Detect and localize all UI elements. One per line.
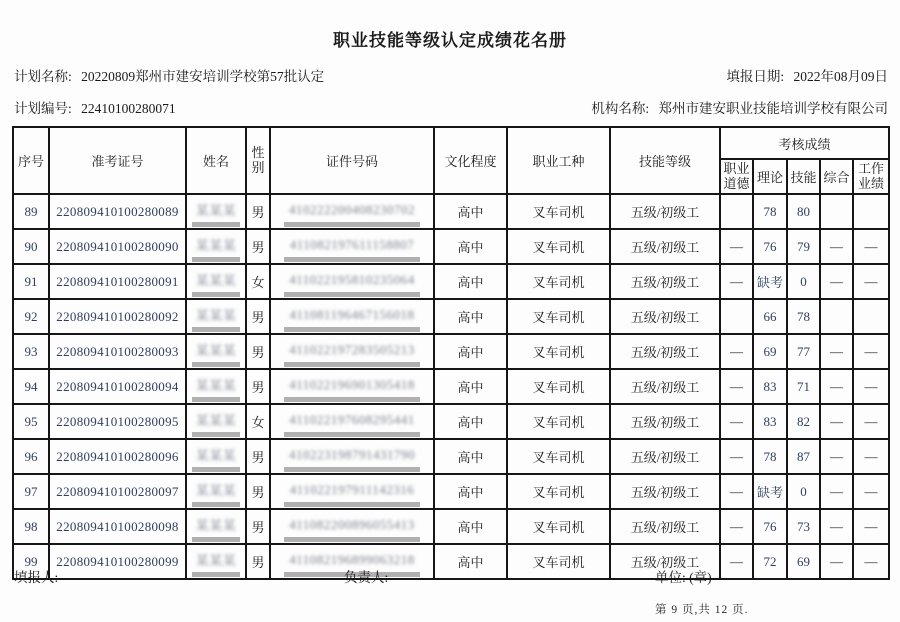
cell-level: 五级/初级工: [610, 369, 720, 404]
cell-ticket: 220809410100280097: [49, 474, 186, 509]
cell-score-ethics: —: [720, 229, 753, 264]
cell-name-redacted-text: 某某某: [195, 308, 237, 323]
cell-name: [186, 264, 246, 299]
plan-code-field: [14, 97, 176, 117]
cell-name-redacted-text: 某某某: [195, 343, 237, 358]
cell-ticket: 220809410100280092: [49, 299, 186, 334]
redaction-bar: [284, 397, 420, 402]
cell-name-redacted-text: 某某某: [195, 378, 237, 393]
cell-score-skill: 87: [787, 439, 820, 474]
cell-name: [186, 299, 246, 334]
cell-ticket: 220809410100280096: [49, 439, 186, 474]
cell-education: 高中: [434, 299, 507, 334]
cell-occupation: 叉车司机: [507, 229, 610, 264]
manager-label: 负责人:: [344, 570, 389, 585]
cell-id-redacted-text: 411022197283505213: [289, 341, 415, 357]
cell-name: [186, 439, 246, 474]
table-row: [13, 509, 889, 544]
cell-score-ethics: [720, 299, 753, 334]
cell-score-skill: 69: [787, 544, 820, 579]
cell-education: 高中: [434, 474, 507, 509]
cell-id-redacted-text: 411022197608295441: [289, 411, 415, 427]
redaction-bar: [192, 327, 241, 332]
redaction-bar: [284, 292, 420, 297]
redaction-bar: [192, 502, 241, 507]
table-row: [13, 299, 889, 334]
cell-id-redacted-text: 411082197611158807: [289, 236, 415, 252]
cell-level: 五级/初级工: [610, 194, 720, 229]
col-header-score-group: 考核成绩: [720, 127, 889, 159]
cell-score-work: —: [853, 404, 889, 439]
cell-level: 五级/初级工: [610, 299, 720, 334]
cell-name: [186, 369, 246, 404]
table-row: [13, 404, 889, 439]
plan-name-field: [14, 65, 324, 85]
redaction-bar: [192, 222, 241, 227]
cell-no: 99: [13, 544, 49, 579]
cell-id-redacted-text: 411022195810235064: [289, 271, 415, 287]
cell-level: 五级/初级工: [610, 229, 720, 264]
org-name-label: 机构名称:: [591, 101, 650, 116]
cell-score-theory: 78: [753, 194, 787, 229]
cell-ticket: 220809410100280095: [49, 404, 186, 439]
cell-score-comprehensive: —: [820, 474, 853, 509]
cell-level: 五级/初级工: [610, 264, 720, 299]
cell-occupation: 叉车司机: [507, 404, 610, 439]
col-header-name: 姓名: [186, 127, 246, 194]
report-date-field: [726, 65, 888, 85]
cell-score-comprehensive: —: [820, 369, 853, 404]
cell-score-work: [853, 299, 889, 334]
plan-code-label: 计划编号:: [14, 101, 72, 116]
redaction-bar: [284, 222, 420, 227]
cell-education: 高中: [434, 194, 507, 229]
redaction-bar: [284, 467, 420, 472]
cell-ticket: 220809410100280090: [49, 229, 186, 264]
cell-gender: 男: [246, 509, 270, 544]
cell-name-redacted-text: 某某某: [195, 483, 237, 498]
cell-level: 五级/初级工: [610, 474, 720, 509]
cell-score-work: —: [853, 369, 889, 404]
redaction-bar: [284, 327, 420, 332]
cell-gender: 男: [246, 299, 270, 334]
redaction-bar: [192, 397, 241, 402]
cell-occupation: 叉车司机: [507, 544, 610, 579]
org-name-value: 郑州市建安职业技能培训学校有限公司: [658, 101, 888, 116]
cell-score-ethics: —: [720, 264, 753, 299]
cell-id: [270, 299, 434, 334]
cell-score-ethics: —: [720, 544, 753, 579]
cell-id: [270, 194, 434, 229]
col-header-gender: 性别: [246, 127, 270, 194]
cell-education: 高中: [434, 334, 507, 369]
cell-score-skill: 77: [787, 334, 820, 369]
cell-name-redacted-text: 某某某: [195, 413, 237, 428]
cell-score-skill: 80: [787, 194, 820, 229]
cell-id: [270, 264, 434, 299]
cell-score-ethics: —: [720, 369, 753, 404]
cell-name-redacted-text: 某某某: [195, 448, 237, 463]
cell-score-comprehensive: —: [820, 544, 853, 579]
cell-id-redacted-text: 410222200408230702: [289, 201, 415, 217]
cell-score-theory: 83: [753, 369, 787, 404]
redaction-bar: [192, 292, 241, 297]
col-header-work: 工作业绩: [853, 159, 889, 194]
cell-name: [186, 194, 246, 229]
col-header-level: 技能等级: [610, 127, 720, 194]
header-row-main: [13, 127, 889, 159]
cell-no: 90: [13, 229, 49, 264]
col-header-occupation: 职业工种: [507, 127, 610, 194]
cell-no: 95: [13, 404, 49, 439]
results-tbody: [13, 194, 889, 579]
cell-score-comprehensive: —: [820, 509, 853, 544]
report-date-value: 2022年08月09日: [793, 69, 888, 84]
col-header-comprehensive: 综合: [820, 159, 853, 194]
cell-score-work: [853, 194, 889, 229]
table-row: [13, 474, 889, 509]
cell-score-skill: 73: [787, 509, 820, 544]
cell-education: 高中: [434, 229, 507, 264]
cell-score-theory: 76: [753, 229, 787, 264]
cell-occupation: 叉车司机: [507, 369, 610, 404]
cell-ticket: 220809410100280093: [49, 334, 186, 369]
cell-occupation: 叉车司机: [507, 439, 610, 474]
redaction-bar: [284, 432, 420, 437]
cell-no: 96: [13, 439, 49, 474]
cell-level: 五级/初级工: [610, 404, 720, 439]
col-header-education: 文化程度: [434, 127, 507, 194]
cell-score-work: —: [853, 439, 889, 474]
cell-ticket: 220809410100280098: [49, 509, 186, 544]
cell-score-ethics: —: [720, 334, 753, 369]
cell-gender: 男: [246, 229, 270, 264]
plan-name-value: 20220809郑州市建安培训学校第57批认定: [81, 69, 325, 84]
redaction-bar: [284, 502, 420, 507]
table-row: [13, 334, 889, 369]
redaction-bar: [192, 537, 241, 542]
page-title: 职业技能等级认定成绩花名册: [333, 31, 567, 50]
cell-name: [186, 404, 246, 439]
cell-score-comprehensive: [820, 194, 853, 229]
cell-score-skill: 82: [787, 404, 820, 439]
cell-no: 98: [13, 509, 49, 544]
cell-score-theory: 76: [753, 509, 787, 544]
cell-score-comprehensive: —: [820, 334, 853, 369]
cell-id: [270, 509, 434, 544]
redaction-bar: [192, 467, 241, 472]
cell-name: [186, 509, 246, 544]
cell-ticket: 220809410100280094: [49, 369, 186, 404]
cell-education: 高中: [434, 544, 507, 579]
redaction-bar: [284, 537, 420, 542]
cell-ticket: 220809410100280099: [49, 544, 186, 579]
cell-id-redacted-text: 410223198791431790: [289, 446, 415, 462]
cell-score-theory: 83: [753, 404, 787, 439]
cell-level: 五级/初级工: [610, 544, 720, 579]
table-row: [13, 229, 889, 264]
cell-score-ethics: [720, 194, 753, 229]
cell-occupation: 叉车司机: [507, 264, 610, 299]
cell-name: [186, 229, 246, 264]
cell-id-redacted-text: 411081196467156018: [289, 306, 415, 322]
cell-no: 92: [13, 299, 49, 334]
cell-score-skill: 78: [787, 299, 820, 334]
cell-occupation: 叉车司机: [507, 194, 610, 229]
col-header-id: 证件号码: [270, 127, 434, 194]
cell-score-skill: 71: [787, 369, 820, 404]
table-header: [13, 127, 889, 194]
cell-no: 91: [13, 264, 49, 299]
cell-level: 五级/初级工: [610, 439, 720, 474]
cell-level: 五级/初级工: [610, 334, 720, 369]
cell-score-comprehensive: —: [820, 229, 853, 264]
cell-occupation: 叉车司机: [507, 474, 610, 509]
cell-id-redacted-text: 411082196899063218: [289, 551, 415, 567]
cell-score-comprehensive: —: [820, 404, 853, 439]
cell-gender: 男: [246, 334, 270, 369]
cell-id: [270, 229, 434, 264]
col-header-theory: 理论: [753, 159, 787, 194]
cell-score-ethics: —: [720, 474, 753, 509]
cell-occupation: 叉车司机: [507, 299, 610, 334]
org-name-field: [591, 97, 888, 117]
cell-score-work: —: [853, 264, 889, 299]
cell-score-skill: 0: [787, 474, 820, 509]
cell-no: 94: [13, 369, 49, 404]
report-date-label: 填报日期:: [726, 69, 785, 84]
table-row: [13, 369, 889, 404]
table-row: [13, 439, 889, 474]
cell-occupation: 叉车司机: [507, 334, 610, 369]
cell-score-theory: 缺考: [753, 474, 787, 509]
cell-id-redacted-text: 411022196901305418: [289, 376, 415, 392]
redaction-bar: [192, 432, 241, 437]
col-header-ticket: 准考证号: [49, 127, 186, 194]
col-header-no: 序号: [13, 127, 49, 194]
cell-score-comprehensive: —: [820, 264, 853, 299]
cell-gender: 男: [246, 439, 270, 474]
cell-name-redacted-text: 某某某: [195, 273, 237, 288]
cell-score-work: —: [853, 229, 889, 264]
cell-occupation: 叉车司机: [507, 509, 610, 544]
cell-gender: 女: [246, 404, 270, 439]
plan-name-label: 计划名称:: [14, 69, 72, 84]
redaction-bar: [284, 257, 420, 262]
cell-score-theory: 66: [753, 299, 787, 334]
cell-score-skill: 79: [787, 229, 820, 264]
cell-education: 高中: [434, 404, 507, 439]
cell-id: [270, 334, 434, 369]
redaction-bar: [192, 257, 241, 262]
cell-ticket: 220809410100280089: [49, 194, 186, 229]
cell-score-work: —: [853, 509, 889, 544]
table-row: [13, 264, 889, 299]
cell-score-theory: 72: [753, 544, 787, 579]
meta-line-2: [14, 97, 888, 117]
cell-gender: 男: [246, 194, 270, 229]
cell-education: 高中: [434, 369, 507, 404]
cell-id-redacted-text: 411082200896055413: [289, 516, 415, 532]
filler-label: 填报人:: [14, 570, 59, 585]
cell-score-comprehensive: —: [820, 439, 853, 474]
redaction-bar: [192, 362, 241, 367]
cell-score-theory: 缺考: [753, 264, 787, 299]
redaction-bar: [284, 362, 420, 367]
cell-name-redacted-text: 某某某: [195, 518, 237, 533]
cell-id-redacted-text: 411022197911142316: [289, 481, 415, 497]
cell-gender: 女: [246, 264, 270, 299]
cell-no: 93: [13, 334, 49, 369]
cell-no: 89: [13, 194, 49, 229]
cell-education: 高中: [434, 509, 507, 544]
cell-score-theory: 78: [753, 439, 787, 474]
cell-score-work: —: [853, 474, 889, 509]
cell-id: [270, 439, 434, 474]
cell-ticket: 220809410100280091: [49, 264, 186, 299]
cell-score-theory: 69: [753, 334, 787, 369]
cell-name: [186, 474, 246, 509]
meta-line-1: [14, 65, 888, 85]
unit-seal-label: 单位: (章): [655, 570, 712, 585]
col-header-ethics: 职业道德: [720, 159, 753, 194]
cell-score-ethics: —: [720, 404, 753, 439]
cell-no: 97: [13, 474, 49, 509]
cell-gender: 男: [246, 474, 270, 509]
cell-score-work: —: [853, 544, 889, 579]
cell-id: [270, 474, 434, 509]
cell-score-ethics: —: [720, 509, 753, 544]
cell-score-skill: 0: [787, 264, 820, 299]
cell-education: 高中: [434, 439, 507, 474]
plan-code-value: 22410100280071: [81, 101, 176, 116]
cell-gender: 男: [246, 369, 270, 404]
signature-line: [0, 566, 900, 586]
results-table: [12, 126, 890, 580]
cell-gender: 男: [246, 544, 270, 579]
cell-education: 高中: [434, 264, 507, 299]
cell-score-ethics: —: [720, 439, 753, 474]
cell-score-work: —: [853, 334, 889, 369]
cell-score-comprehensive: [820, 299, 853, 334]
cell-name-redacted-text: 某某某: [195, 238, 237, 253]
cell-name-redacted-text: 某某某: [195, 203, 237, 218]
page-number-info: 第 9 页,共 12 页.: [655, 604, 749, 616]
cell-name-redacted-text: 某某某: [195, 553, 237, 568]
col-header-skill: 技能: [787, 159, 820, 194]
cell-id: [270, 404, 434, 439]
cell-level: 五级/初级工: [610, 509, 720, 544]
cell-id: [270, 369, 434, 404]
cell-name: [186, 334, 246, 369]
table-row: [13, 194, 889, 229]
